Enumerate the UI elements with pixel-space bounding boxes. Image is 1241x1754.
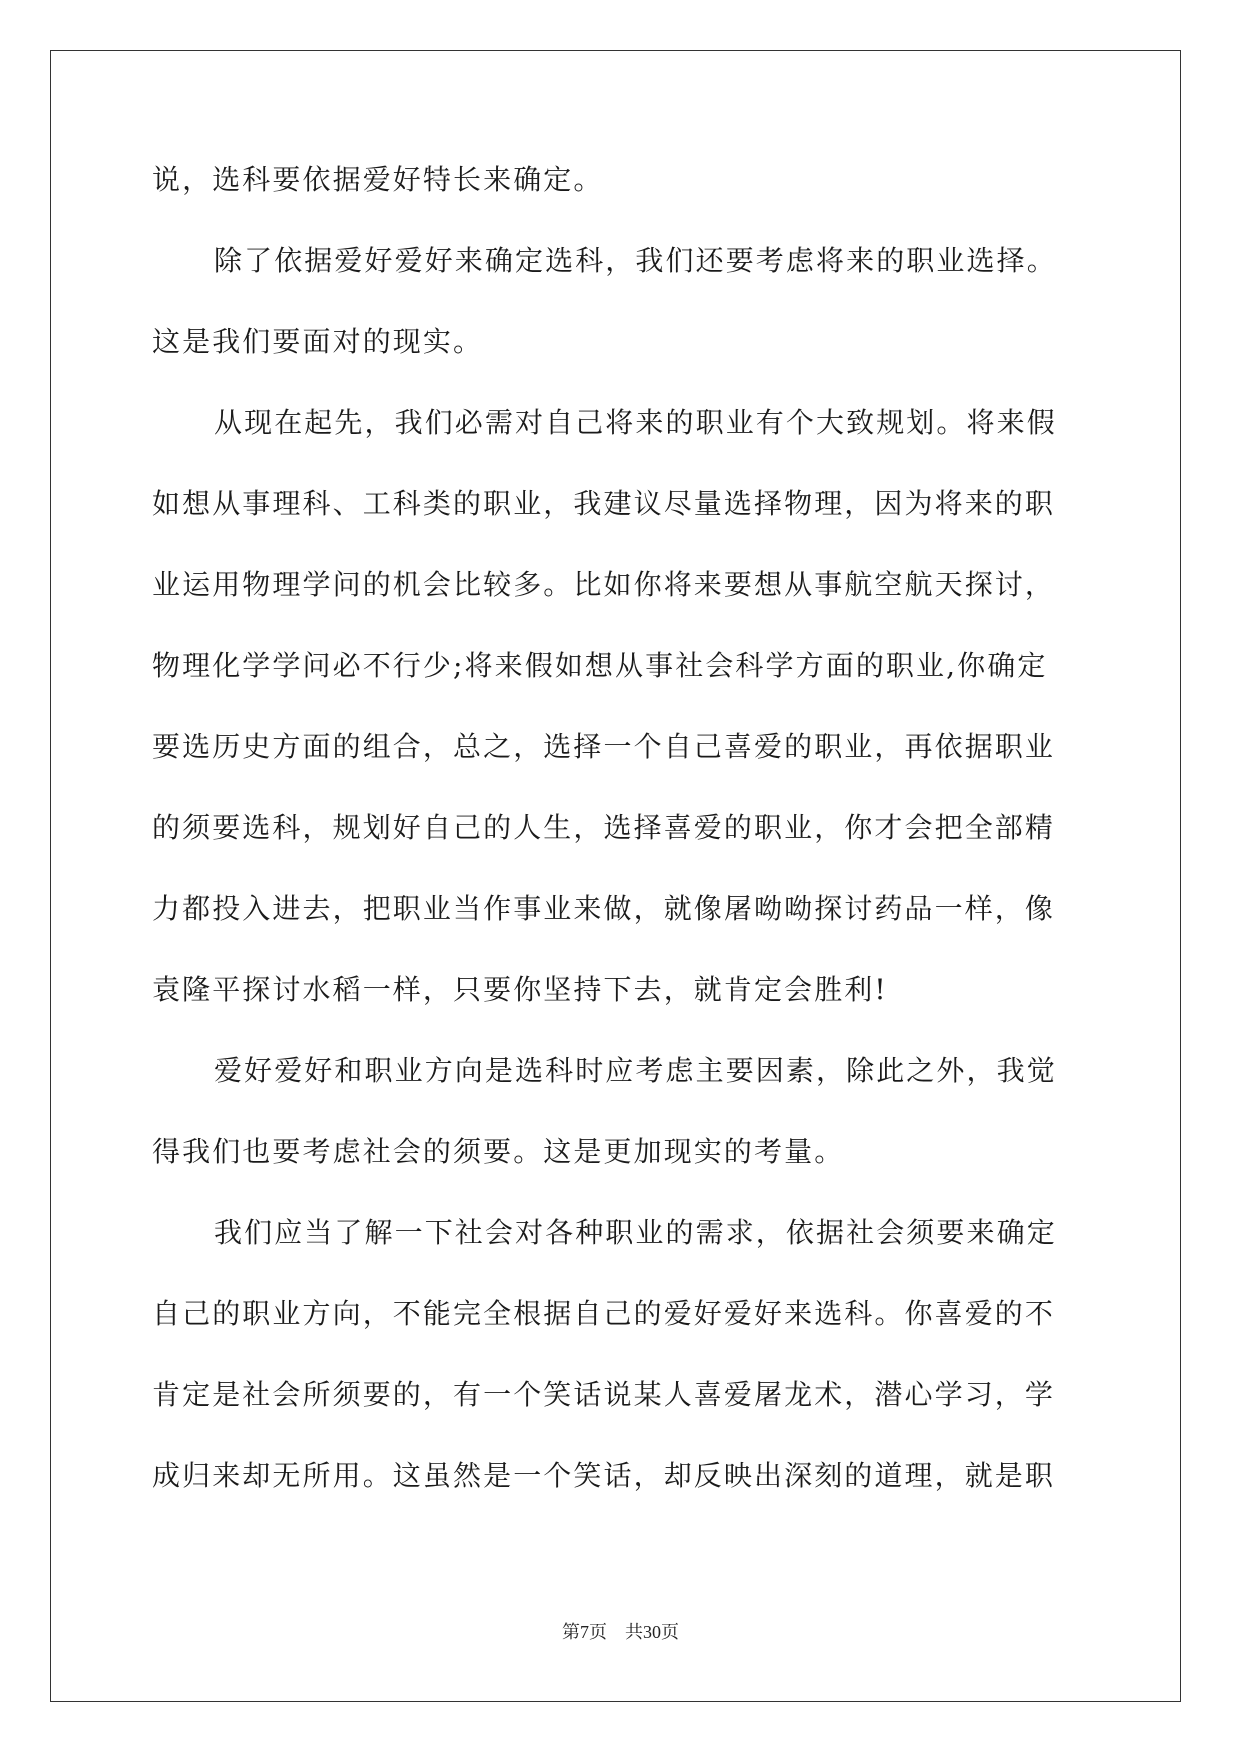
text-line: 物理化学学问必不行少;将来假如想从事社会科学方面的职业,你确定 — [152, 649, 1048, 682]
text-line: 的须要选科，规划好自己的人生，选择喜爱的职业，你才会把全部精 — [152, 811, 1056, 844]
text-line: 袁隆平探讨水稻一样，只要你坚持下去，就肯定会胜利! — [152, 973, 888, 1006]
text-line: 如想从事理科、工科类的职业，我建议尽量选择物理，因为将来的职 — [152, 487, 1056, 520]
text-line: 得我们也要考虑社会的须要。这是更加现实的考量。 — [152, 1135, 845, 1168]
text-line: 业运用物理学问的机会比较多。比如你将来要想从事航空航天探讨， — [152, 568, 1056, 601]
text-line: 成归来却无所用。这虽然是一个笑话，却反映出深刻的道理，就是职 — [152, 1459, 1056, 1492]
text-line: 除了依据爱好爱好来确定选科，我们还要考虑将来的职业选择。 — [214, 244, 1057, 277]
text-line: 自己的职业方向，不能完全根据自己的爱好爱好来选科。你喜爱的不 — [152, 1297, 1056, 1330]
page-number-footer: 第7页 共30页 — [562, 1622, 679, 1642]
text-line: 力都投入进去，把职业当作事业来做，就像屠呦呦探讨药品一样，像 — [152, 892, 1056, 925]
text-line: 从现在起先，我们必需对自己将来的职业有个大致规划。将来假 — [214, 406, 1057, 439]
text-line: 肯定是社会所须要的，有一个笑话说某人喜爱屠龙术，潜心学习，学 — [152, 1378, 1056, 1411]
document-body — [152, 160, 1092, 1537]
text-line: 说，选科要依据爱好特长来确定。 — [152, 163, 604, 196]
text-line: 爱好爱好和职业方向是选科时应考虑主要因素，除此之外，我觉 — [214, 1054, 1057, 1087]
text-line: 我们应当了解一下社会对各种职业的需求，依据社会须要来确定 — [214, 1216, 1057, 1249]
text-line: 要选历史方面的组合，总之，选择一个自己喜爱的职业，再依据职业 — [152, 730, 1056, 763]
text-line: 这是我们要面对的现实。 — [152, 325, 484, 358]
